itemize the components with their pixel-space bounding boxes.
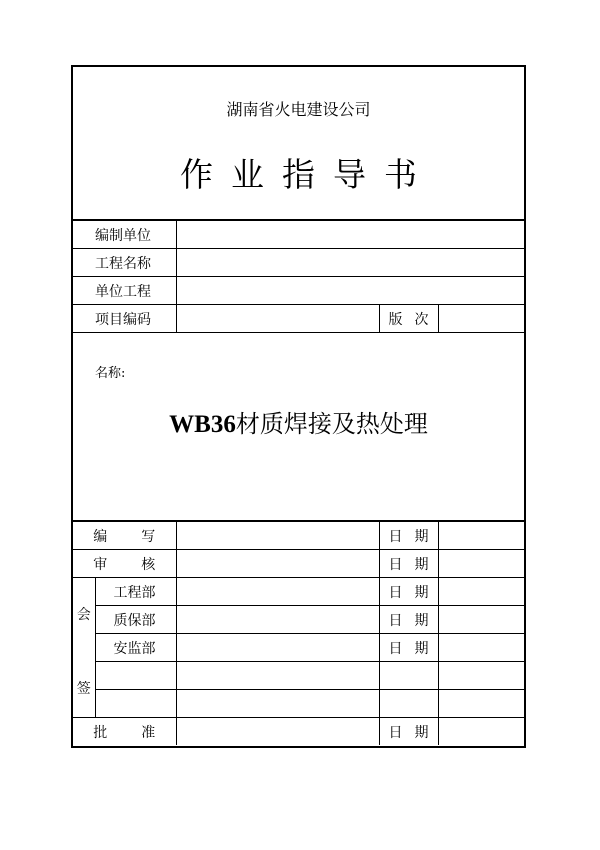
approve-value[interactable] bbox=[176, 718, 379, 746]
date-char-1: 日 bbox=[388, 724, 403, 741]
write-label bbox=[73, 521, 176, 550]
blank-dept-1[interactable] bbox=[95, 662, 176, 690]
row-unit-project bbox=[73, 277, 524, 305]
edition-label bbox=[379, 305, 438, 333]
name-code: WB36 bbox=[169, 411, 236, 438]
dept-safety-label: 安监部 bbox=[95, 634, 176, 662]
review-label bbox=[73, 550, 176, 578]
edition-char-1: 版 bbox=[388, 311, 403, 328]
review-char-2: 核 bbox=[141, 556, 156, 573]
row-blank-1 bbox=[73, 662, 524, 690]
date-label-review bbox=[379, 550, 438, 578]
approve-char-2: 准 bbox=[141, 724, 156, 741]
document-title: 作业指导书 bbox=[180, 155, 435, 194]
write-value[interactable] bbox=[176, 521, 379, 550]
row-engineering bbox=[73, 578, 524, 606]
write-char-1: 编 bbox=[93, 528, 108, 545]
unit-project-label: 单位工程 bbox=[73, 277, 176, 305]
date-char-1: 日 bbox=[388, 612, 403, 629]
countersign-label bbox=[73, 578, 95, 718]
dept-engineering-label: 工程部 bbox=[95, 578, 176, 606]
row-safety bbox=[73, 634, 524, 662]
date-char-2: 期 bbox=[414, 528, 429, 545]
blank-value-1[interactable] bbox=[176, 662, 379, 690]
date-char-1: 日 bbox=[388, 528, 403, 545]
row-project-code bbox=[73, 305, 524, 333]
company-name: 湖南省火电建设公司 bbox=[226, 100, 371, 119]
edition-value[interactable] bbox=[438, 305, 524, 333]
date-char-1: 日 bbox=[388, 584, 403, 601]
date-label-write bbox=[379, 521, 438, 550]
date-char-1: 日 bbox=[388, 556, 403, 573]
date-char-2: 期 bbox=[414, 584, 429, 601]
dept-safety-value[interactable] bbox=[176, 634, 379, 662]
name-label: 名称: bbox=[95, 366, 126, 381]
dept-quality-value[interactable] bbox=[176, 606, 379, 634]
signature-table bbox=[73, 520, 524, 745]
countersign-char-1: 会 bbox=[76, 607, 91, 623]
date-value-review[interactable] bbox=[438, 550, 524, 578]
date-char-2: 期 bbox=[414, 556, 429, 573]
date-value-engineering[interactable] bbox=[438, 578, 524, 606]
project-name-value[interactable] bbox=[176, 249, 524, 277]
unit-project-value[interactable] bbox=[176, 277, 524, 305]
edition-char-2: 次 bbox=[414, 311, 429, 328]
row-blank-2 bbox=[73, 690, 524, 718]
row-quality bbox=[73, 606, 524, 634]
blank-date-value-1[interactable] bbox=[438, 662, 524, 690]
approve-label bbox=[73, 718, 176, 746]
date-value-approve[interactable] bbox=[438, 718, 524, 746]
name-section bbox=[73, 334, 524, 520]
row-project-name bbox=[73, 249, 524, 277]
project-name-label: 工程名称 bbox=[73, 249, 176, 277]
project-code-value[interactable] bbox=[176, 305, 379, 333]
approve-char-1: 批 bbox=[93, 724, 108, 741]
date-value-quality[interactable] bbox=[438, 606, 524, 634]
date-char-1: 日 bbox=[388, 640, 403, 657]
date-value-safety[interactable] bbox=[438, 634, 524, 662]
row-write bbox=[73, 521, 524, 550]
compile-unit-label: 编制单位 bbox=[73, 220, 176, 249]
name-text: 材质焊接及热处理 bbox=[235, 410, 428, 438]
countersign-char-2: 签 bbox=[76, 681, 91, 697]
row-review bbox=[73, 550, 524, 578]
date-value-write[interactable] bbox=[438, 521, 524, 550]
date-char-2: 期 bbox=[414, 724, 429, 741]
compile-unit-value[interactable] bbox=[176, 220, 524, 249]
dept-engineering-value[interactable] bbox=[176, 578, 379, 606]
dept-quality-label: 质保部 bbox=[95, 606, 176, 634]
row-compile-unit bbox=[73, 220, 524, 249]
review-char-1: 审 bbox=[93, 556, 108, 573]
date-char-2: 期 bbox=[414, 640, 429, 657]
blank-date-label-1 bbox=[379, 662, 438, 690]
blank-value-2[interactable] bbox=[176, 690, 379, 718]
document-frame bbox=[71, 65, 526, 748]
blank-dept-2[interactable] bbox=[95, 690, 176, 718]
date-label-safety bbox=[379, 634, 438, 662]
date-char-2: 期 bbox=[414, 612, 429, 629]
review-value[interactable] bbox=[176, 550, 379, 578]
name-value bbox=[73, 404, 524, 439]
date-label-engineering bbox=[379, 578, 438, 606]
blank-date-label-2 bbox=[379, 690, 438, 718]
date-label-approve bbox=[379, 718, 438, 746]
project-code-label: 项目编码 bbox=[73, 305, 176, 333]
blank-date-value-2[interactable] bbox=[438, 690, 524, 718]
write-char-2: 写 bbox=[141, 528, 156, 545]
row-approve bbox=[73, 718, 524, 746]
date-label-quality bbox=[379, 606, 438, 634]
info-table bbox=[73, 219, 524, 333]
